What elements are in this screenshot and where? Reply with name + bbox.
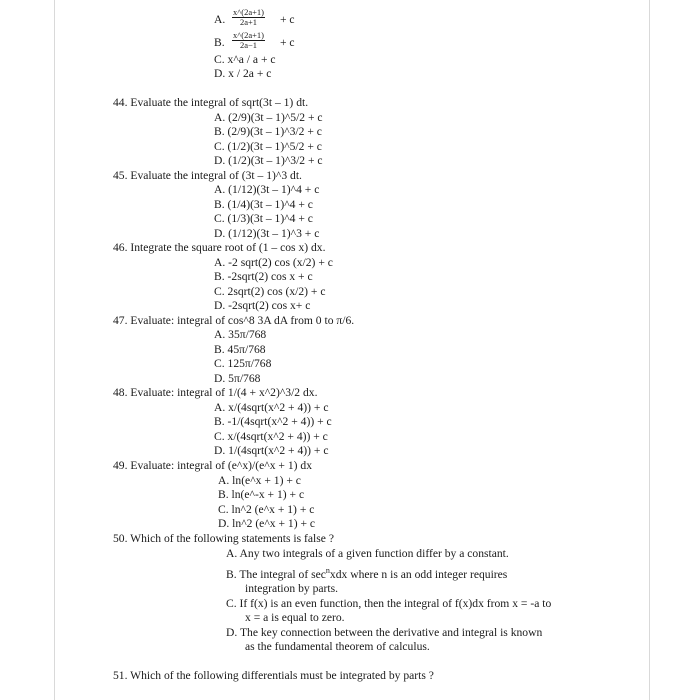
prev-option-a-tail: + c bbox=[280, 13, 295, 26]
question-44-option-b: B. (2/9)(3t – 1)^3/2 + c bbox=[214, 125, 322, 138]
question-50-option-d-line1: D. The key connection between the derivative and integral is known bbox=[226, 626, 543, 639]
prev-option-a-fraction bbox=[232, 8, 265, 27]
question-48-option-b: B. -1/(4sqrt(x^2 + 4)) + c bbox=[214, 415, 332, 428]
question-48-option-a: A. x/(4sqrt(x^2 + 4)) + c bbox=[214, 401, 329, 414]
question-44-option-c: C. (1/2)(3t – 1)^5/2 + c bbox=[214, 140, 322, 153]
question-50-option-a: A. Any two integrals of a given function differ by a constant. bbox=[226, 547, 509, 560]
question-47-option-b: B. 45π/768 bbox=[214, 343, 266, 356]
question-45-option-d: D. (1/12)(3t – 1)^3 + c bbox=[214, 227, 320, 240]
question-49-option-a: A. ln(e^x + 1) + c bbox=[218, 474, 301, 487]
prev-option-b-denominator: 2a−1 bbox=[239, 40, 258, 50]
question-47-option-d: D. 5π/768 bbox=[214, 372, 261, 385]
question-50-option-b-pre: B. The integral of sec bbox=[226, 568, 326, 581]
question-50-option-b-superscript: n bbox=[325, 566, 330, 576]
question-48-stem: 48. Evaluate: integral of 1/(4 + x^2)^3/2 dx. bbox=[113, 386, 318, 399]
question-45-option-b: B. (1/4)(3t – 1)^4 + c bbox=[214, 198, 313, 211]
question-45-option-c: C. (1/3)(3t – 1)^4 + c bbox=[214, 212, 313, 225]
prev-option-a-denominator: 2a+1 bbox=[239, 17, 258, 27]
question-49-option-c: C. ln^2 (e^x + 1) + c bbox=[218, 503, 315, 516]
question-50-option-b-line1 bbox=[226, 568, 507, 582]
page-edge-right bbox=[649, 0, 650, 700]
question-50-stem: 50. Which of the following statements is false ? bbox=[113, 532, 334, 545]
question-44-option-d: D. (1/2)(3t – 1)^3/2 + c bbox=[214, 154, 323, 167]
page-edge-left bbox=[54, 0, 55, 700]
question-50-option-d-line2: as the fundamental theorem of calculus. bbox=[245, 640, 430, 653]
question-46-option-b: B. -2sqrt(2) cos x + c bbox=[214, 270, 313, 283]
prev-option-b-tail: + c bbox=[280, 36, 295, 49]
question-47-stem: 47. Evaluate: integral of cos^8 3A dA from 0 to π/6. bbox=[113, 314, 355, 327]
prev-option-c: C. x^a / a + c bbox=[214, 53, 276, 66]
prev-option-d: D. x / 2a + c bbox=[214, 67, 272, 80]
question-50-option-c-line2: x = a is equal to zero. bbox=[245, 611, 345, 624]
prev-option-b-fraction bbox=[232, 31, 265, 50]
question-50-option-b-line2: integration by parts. bbox=[245, 582, 339, 595]
prev-option-b-numerator: x^(2a+1) bbox=[233, 30, 264, 40]
question-49-option-b: B. ln(e^-x + 1) + c bbox=[218, 488, 305, 501]
prev-option-a-numerator: x^(2a+1) bbox=[233, 7, 264, 17]
question-45-option-a: A. (1/12)(3t – 1)^4 + c bbox=[214, 183, 320, 196]
question-47-option-a: A. 35π/768 bbox=[214, 328, 267, 341]
question-44-stem: 44. Evaluate the integral of sqrt(3t – 1) dt. bbox=[113, 96, 309, 109]
question-51-stem: 51. Which of the following differentials must be integrated by parts ? bbox=[113, 669, 434, 682]
question-46-option-d: D. -2sqrt(2) cos x+ c bbox=[214, 299, 311, 312]
question-46-option-a: A. -2 sqrt(2) cos (x/2) + c bbox=[214, 256, 333, 269]
question-46-stem: 46. Integrate the square root of (1 – cos x) dx. bbox=[113, 241, 326, 254]
question-48-option-d: D. 1/(4sqrt(x^2 + 4)) + c bbox=[214, 444, 329, 457]
question-49-stem: 49. Evaluate: integral of (e^x)/(e^x + 1) dx bbox=[113, 459, 312, 472]
prev-option-b-letter: B. bbox=[214, 36, 225, 49]
question-49-option-d: D. ln^2 (e^x + 1) + c bbox=[218, 517, 316, 530]
question-44-option-a: A. (2/9)(3t – 1)^5/2 + c bbox=[214, 111, 323, 124]
prev-option-a-letter: A. bbox=[214, 13, 226, 26]
question-47-option-c: C. 125π/768 bbox=[214, 357, 272, 370]
question-46-option-c: C. 2sqrt(2) cos (x/2) + c bbox=[214, 285, 326, 298]
question-50-option-b-post: xdx where n is an odd integer requires bbox=[329, 568, 508, 581]
question-45-stem: 45. Evaluate the integral of (3t – 1)^3 dt. bbox=[113, 169, 302, 182]
question-48-option-c: C. x/(4sqrt(x^2 + 4)) + c bbox=[214, 430, 328, 443]
question-50-option-c-line1: C. If f(x) is an even function, then the integral of f(x)dx from x = -a to bbox=[226, 597, 552, 610]
